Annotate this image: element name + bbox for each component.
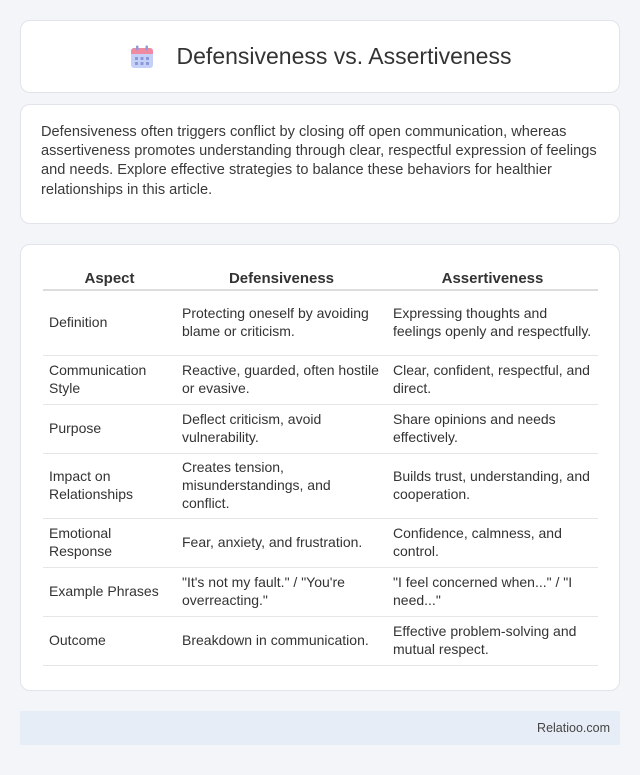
defensiveness-cell: "It's not my fault." / "You're overreacting." — [176, 568, 387, 617]
defensiveness-cell: Breakdown in communication. — [176, 617, 387, 666]
table-row — [43, 405, 598, 454]
aspect-cell: Purpose — [43, 405, 176, 454]
footer — [20, 711, 620, 745]
header-defensiveness: Defensiveness — [176, 265, 387, 291]
aspect-cell: Impact on Relationships — [43, 454, 176, 519]
table-row — [43, 519, 598, 568]
calendar-icon — [129, 44, 155, 70]
header-assertiveness: Assertiveness — [387, 265, 598, 291]
defensiveness-cell: Protecting oneself by avoiding blame or criticism. — [176, 291, 387, 356]
assertiveness-cell: "I feel concerned when..." / "I need..." — [387, 568, 598, 617]
table-row — [43, 568, 598, 617]
defensiveness-cell: Reactive, guarded, often hostile or evasive. — [176, 356, 387, 405]
intro-text: Defensiveness often triggers conflict by closing off open communication, whereas assertiveness promotes understanding through clear, respectful expression of feelings and needs. Explore effective strategies to balance these behaviors for healthier relationships in this article. — [41, 124, 597, 198]
defensiveness-cell: Creates tension, misunderstandings, and conflict. — [176, 454, 387, 519]
comparison-table-card — [20, 244, 620, 691]
assertiveness-cell: Confidence, calmness, and control. — [387, 519, 598, 568]
assertiveness-cell: Effective problem-solving and mutual respect. — [387, 617, 598, 666]
assertiveness-cell: Builds trust, understanding, and cooperation. — [387, 454, 598, 519]
header-aspect: Aspect — [43, 265, 176, 291]
table-row — [43, 291, 598, 356]
comparison-table — [43, 265, 598, 666]
title-card — [20, 20, 620, 93]
table-row — [43, 454, 598, 519]
defensiveness-cell: Deflect criticism, avoid vulnerability. — [176, 405, 387, 454]
assertiveness-cell: Share opinions and needs effectively. — [387, 405, 598, 454]
aspect-cell: Communication Style — [43, 356, 176, 405]
assertiveness-cell: Expressing thoughts and feelings openly and respectfully. — [387, 291, 598, 356]
aspect-cell: Emotional Response — [43, 519, 176, 568]
footer-brand: Relatioo.com — [537, 721, 610, 735]
defensiveness-cell: Fear, anxiety, and frustration. — [176, 519, 387, 568]
table-header-row — [43, 265, 598, 291]
aspect-cell: Definition — [43, 291, 176, 356]
assertiveness-cell: Clear, confident, respectful, and direct. — [387, 356, 598, 405]
aspect-cell: Outcome — [43, 617, 176, 666]
aspect-cell: Example Phrases — [43, 568, 176, 617]
page-title: Defensiveness vs. Assertiveness — [176, 43, 512, 69]
intro-card — [20, 104, 620, 224]
table-row — [43, 356, 598, 405]
table-row — [43, 617, 598, 666]
